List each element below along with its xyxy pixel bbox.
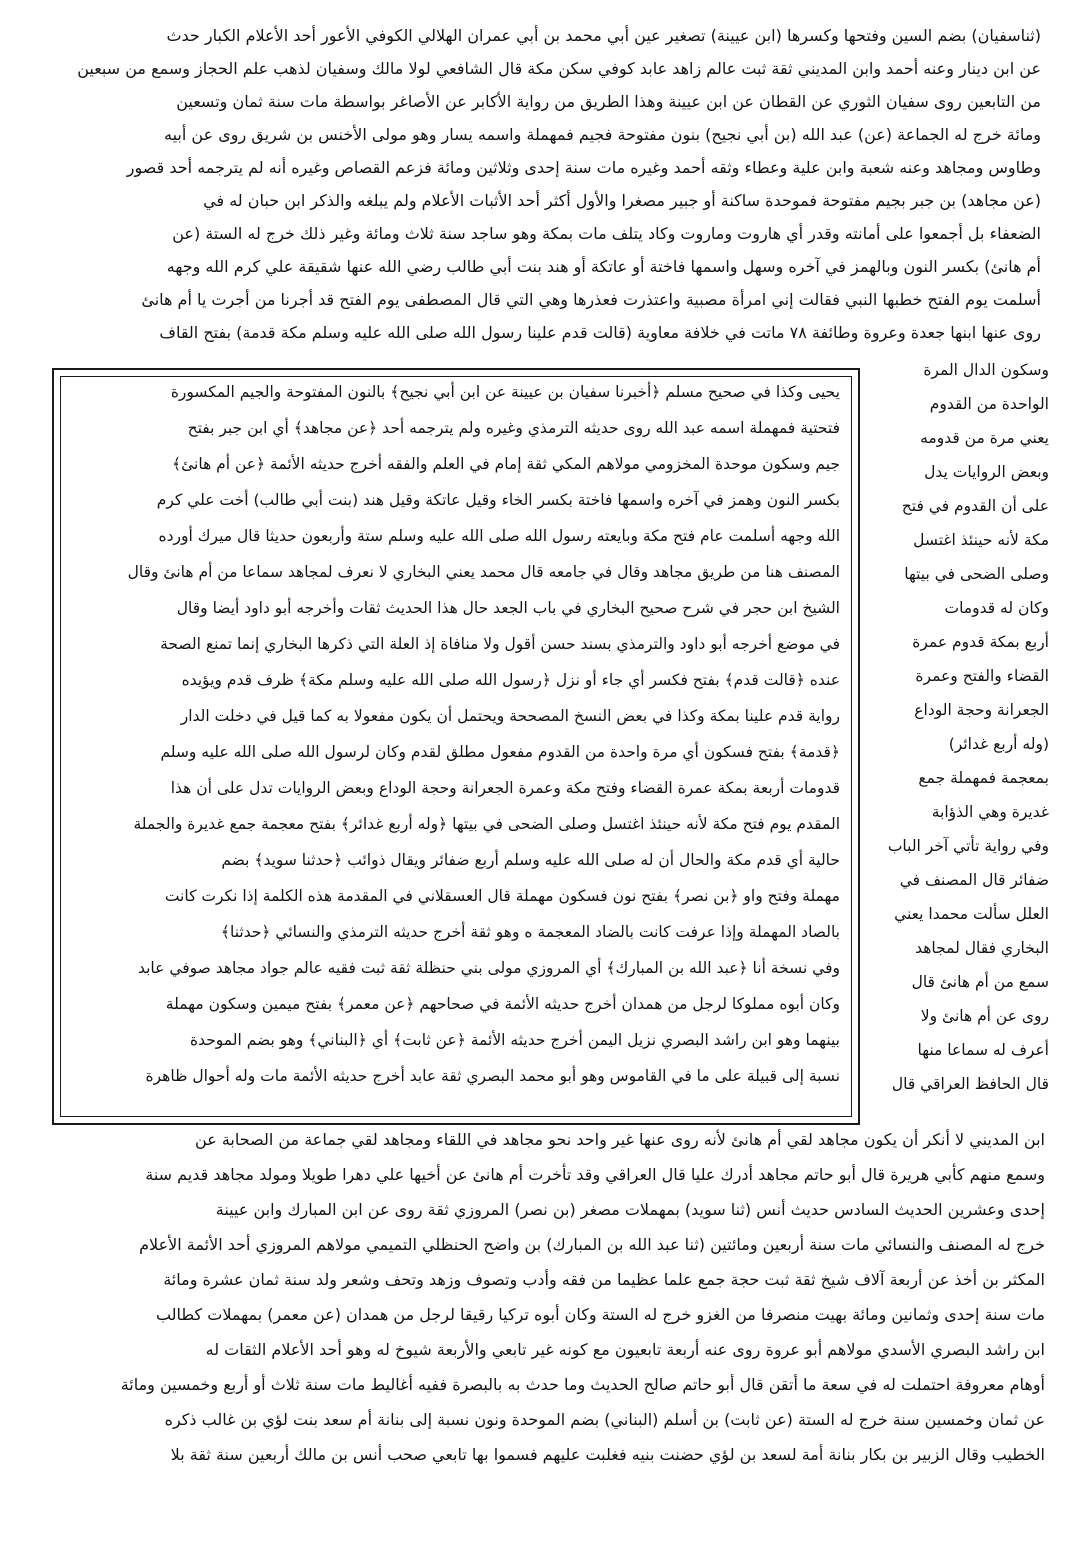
main-line: المقدم يوم فتح مكة لأنه حينئذ اغتسل وصلى الضحى في بيتها ﴿وله أربع غدائر﴾ بفتح معجمة جمع غديرة والجملة bbox=[133, 815, 840, 833]
side-line: بمعجمة فمهملة جمع bbox=[918, 769, 1049, 787]
commentary-line: إحدى وعشرين الحديث السادس حديث أنس (ثنا سويد) بمهملات مصغر (بن نصر) المروزي ثقة روى عن ابن المبارك وابن عيينة bbox=[215, 1200, 1045, 1219]
main-line: رواية قدم علينا بمكة وكذا في بعض النسخ المصححة ويحتمل أن يكون مفعولا به كما قيل في دخلت الدار bbox=[180, 707, 840, 725]
commentary-line: مات سنة إحدى وثمانين ومائة بهيت منصرفا من الغزو خرج له الستة وكان أبوه تركيا رقيقا لرجل من همدان (عن معمر) بمهملات كطالب bbox=[155, 1305, 1045, 1324]
main-line: يحيى وكذا في صحيح مسلم ﴿أخبرنا سفيان بن عيينة عن ابن أبي نجيح﴾ بالنون المفتوحة والجيم المكسورة bbox=[170, 383, 840, 401]
main-line: الله وجهه أسلمت عام فتح مكة وبايعته رسول الله صلى الله عليه وسلم ستة وأربعون حديثا قال ميرك أورده bbox=[158, 527, 840, 545]
main-line: وكان أبوه مملوكا لرجل من همدان أخرج حديثه الأئمة في صحاحهم ﴿عن معمر﴾ بفتح ميمين وسكون مهملة bbox=[165, 995, 840, 1013]
main-line: في موضع أخرجه أبو داود والترمذي بسند حسن أقول ولا منافاة إذ العلة التي ذكرها البخاري إنما تمنع الصحة bbox=[160, 635, 840, 653]
commentary-line: ابن راشد البصري الأسدي مولاهم أبو عروة روى عنه أربعة تابعيون مع كونه غير تابعي والأربعة شيوخ له وهو أحد الأعلام الثقات له bbox=[205, 1340, 1045, 1359]
side-line: ضفائر قال المصنف في bbox=[899, 871, 1049, 889]
commentary-line: وطاوس ومجاهد وعنه شعبة وابن علية وعطاء وثقه أحمد وغيره مات سنة إحدى وثلاثين ومائة فزعم القصاص وغيره أنه لم يترجمه أحد قصور bbox=[126, 158, 1041, 177]
side-line: الجعرانة وحجة الوداع bbox=[914, 701, 1049, 719]
main-line: قدومات أربعة بمكة عمرة القضاء وفتح مكة وعمرة الجعرانة وحجة الوداع وبعض الروايات تدل على أن هذا bbox=[170, 779, 840, 797]
side-line: القضاء والفتح وعمرة bbox=[915, 667, 1049, 685]
commentary-line: ومائة خرج له الجماعة (عن) عبد الله (بن أبي نجيح) بنون مفتوحة فجيم فمهملة واسمه يسار وهو مولى الأخنس بن شريق روى عن أبيه bbox=[164, 125, 1041, 144]
side-line: أعرف له سماعا منها bbox=[917, 1041, 1049, 1059]
side-line: وسكون الدال المرة bbox=[923, 361, 1049, 379]
main-line: عنده ﴿قالت قدم﴾ بفتح فكسر أي جاء أو نزل ﴿رسول الله صلى الله عليه وسلم مكة﴾ ظرف قدم ويؤيده bbox=[181, 671, 840, 689]
main-line: ﴿قدمة﴾ بفتح فسكون أي مرة واحدة من القدوم مفعول مطلق لقدم وكان لرسول الله صلى الله عليه وسلم bbox=[160, 743, 840, 761]
side-line: العلل سألت محمدا يعني bbox=[894, 905, 1049, 923]
main-line: الشيخ ابن حجر في شرح صحيح البخاري في باب الجعد حال هذا الحديث ثقات وأخرجه أبو داود أيضا وقال bbox=[176, 599, 840, 617]
commentary-line: (ثناسفيان) بضم السين وفتحها وكسرها (ابن عيينة) تصغير عين أبي محمد بن أبي عمران الهلالي الكوفي الأعور أحد الأعلام الكبار حدث bbox=[166, 26, 1041, 45]
main-line: بينهما وهو ابن راشد البصري نزيل اليمن أخرج حديثه الأئمة ﴿عن ثابت﴾ أي ﴿البناني﴾ وهو بضم الموحدة bbox=[189, 1031, 840, 1049]
side-line: سمع من أم هانئ قال bbox=[911, 973, 1049, 991]
side-line: الواحدة من القدوم bbox=[929, 395, 1049, 413]
side-line: (وله أربع غدائر) bbox=[948, 735, 1049, 753]
side-line: وفي رواية تأتي آخر الباب bbox=[887, 837, 1049, 855]
main-line: بكسر النون وهمز في آخره واسمها فاختة بكسر الخاء وقيل عاتكة وقيل هند (بنت أبي طالب) أخت علي كرم bbox=[156, 491, 840, 509]
side-line: على أن القدوم في فتح bbox=[901, 497, 1049, 515]
main-line: وفي نسخة أنا ﴿عبد الله بن المبارك﴾ أي المروزي مولى بني حنظلة ثقة ثبت فقيه عالم جواد مجاهد صوفي عابد bbox=[137, 959, 840, 977]
commentary-line: من التابعين روى سفيان الثوري عن القطان عن ابن عيينة وهذا الطريق من رواية الأكابر عن الأصاغر بواسطة مات سنة ثمان وتسعين bbox=[176, 92, 1041, 111]
commentary-line: ابن المديني لا أنكر أن يكون مجاهد لقي أم هانئ لأنه روى عنها غير واحد نحو مجاهد في اللقاء ومجاهد لقي جماعة من الصحابة عن bbox=[195, 1130, 1045, 1149]
side-line: غديرة وهي الذؤابة bbox=[931, 803, 1049, 821]
commentary-line: الضعفاء بل أجمعوا على أمانته وقدر أي هاروت وماروت وكاد يتلف مات بمكة وهو ساجد سنة ثلاث ومائة وغير ذلك خرج له الستة (عن bbox=[172, 224, 1041, 243]
side-line: مكة لأنه حينئذ اغتسل bbox=[913, 531, 1049, 549]
side-line: وبعض الروايات يدل bbox=[924, 463, 1049, 481]
side-line: البخاري فقال لمجاهد bbox=[915, 939, 1049, 957]
commentary-line: عن ابن دينار وعنه أحمد وابن المديني ثقة ثبت عالم زاهد عابد كوفي سكن مكة قال الشافعي لولا مالك وسفيان لذهب علم الحجاز وسمع من سبعين bbox=[77, 59, 1041, 78]
commentary-line: عن ثمان وخمسين سنة خرج له الستة (عن ثابت) بن أسلم (البناني) بضم الموحدة ونون نسبة إلى بنانة أم سعد بنت لؤي بن غالب ذكره bbox=[164, 1410, 1045, 1429]
main-line: حالية أي قدم مكة والحال أن له صلى الله عليه وسلم أربع ضفائر ويقال ذوائب ﴿حدثنا سويد﴾ بضم bbox=[221, 851, 840, 869]
side-line: يعني مرة من قدومه bbox=[920, 429, 1049, 447]
main-line: المصنف هنا من طريق مجاهد وقال في جامعه قال محمد يعني البخاري لا نعرف لمجاهد سماعا من أم هانئ وقال bbox=[127, 563, 840, 581]
commentary-line: (عن مجاهد) بن جبر بجيم مفتوحة فموحدة ساكنة أو جبير مصغرا والأول أكثر أحد الأثبات الأعلام ولم يبلغه والذكر ابن حبان له في bbox=[203, 191, 1041, 210]
side-line: قال الحافظ العراقي قال bbox=[891, 1075, 1049, 1093]
main-line: مهملة وفتح واو ﴿بن نصر﴾ بفتح نون فسكون مهملة قال العسقلاني في المقدمة هذه الكلمة إذا نكرت كانت bbox=[164, 887, 840, 905]
side-line: وصلى الضحى في بيتها bbox=[904, 565, 1049, 583]
commentary-line: المكثر بن أخذ عن أربعة آلاف شيخ ثقة ثبت حجة جمع علما عظيما من فقه وأدب وتصوف وزهد وتحف وشعر ولد سنة ثمان عشرة ومائة bbox=[163, 1270, 1045, 1289]
main-line: جيم وسكون موحدة المخزومي مولاهم المكي ثقة إمام في العلم والفقه أخرج حديثه الأئمة ﴿عن أم هانئ﴾ bbox=[172, 455, 840, 473]
commentary-line: وسمع منهم كأبي هريرة قال أبو حاتم مجاهد أدرك عليا قال العراقي وقد تأخرت أم هانئ عن أخيها علي دهرا طويلا ومولد مجاهد قديم سنة bbox=[145, 1165, 1045, 1184]
main-line: فتحتية فمهملة اسمه عبد الله روى حديثه الترمذي وغيره ولم يترجمه أحد ﴿عن مجاهد﴾ أي ابن جبر بفتح bbox=[187, 419, 840, 437]
commentary-line: روى عنها ابنها جعدة وعروة وطائفة ٧٨ ماتت في خلافة معاوية (قالت قدم علينا رسول الله صلى الله عليه وسلم مكة قدمة) بفتح القاف bbox=[159, 323, 1041, 342]
commentary-line: خرج له المصنف والنسائي مات سنة أربعين ومائتين (ثنا عبد الله بن المبارك) بن واضح الحنظلي التميمي مولاهم المروزي أحد الأئمة الأعلام bbox=[139, 1235, 1045, 1254]
commentary-line: أوهام معروفة احتملت له في سعة ما أتقن قال أبو حاتم صالح الحديث وما حدث به بالبصرة ففيه أغاليط مات سنة ثلاث أو أربع وخمسين ومائة bbox=[120, 1375, 1045, 1394]
commentary-line: الخطيب وقال الزبير بن بكار بنانة أمة لسعد بن لؤي حضنت بنيه فغلبت عليهم فسموا بها تابعي صحب أنس بن مالك أربعين سنة ثقة بلا bbox=[170, 1445, 1045, 1464]
side-line: وكان له قدومات bbox=[944, 599, 1049, 617]
side-line: أربع بمكة قدوم عمرة bbox=[912, 633, 1049, 651]
commentary-line: أسلمت يوم الفتح خطبها النبي فقالت إني امرأة مصبية واعتذرت فعذرها وهي التي قال المصطفى يوم الفتح قد أجرنا من أجرت يا أم هانئ bbox=[141, 290, 1041, 309]
main-line: نسبة إلى قبيلة على ما في القاموس وهو أبو محمد البصري ثقة عابد أخرج حديثه الأئمة مات وله أحوال ظاهرة bbox=[145, 1067, 840, 1085]
commentary-line: أم هانئ) بكسر النون وبالهمز في آخره وسهل واسمها فاختة أو عاتكة أو هند بنت أبي طالب رضي الله عنها شقيقة علي كرم الله وجهه bbox=[166, 257, 1041, 276]
side-line: روى عن أم هانئ ولا bbox=[920, 1007, 1049, 1025]
main-line: بالصاد المهملة وإذا عرفت كانت بالضاد المعجمة ه وهو ثقة أخرج حديثه الترمذي والنسائي ﴿حدثنا﴾ bbox=[220, 923, 840, 941]
